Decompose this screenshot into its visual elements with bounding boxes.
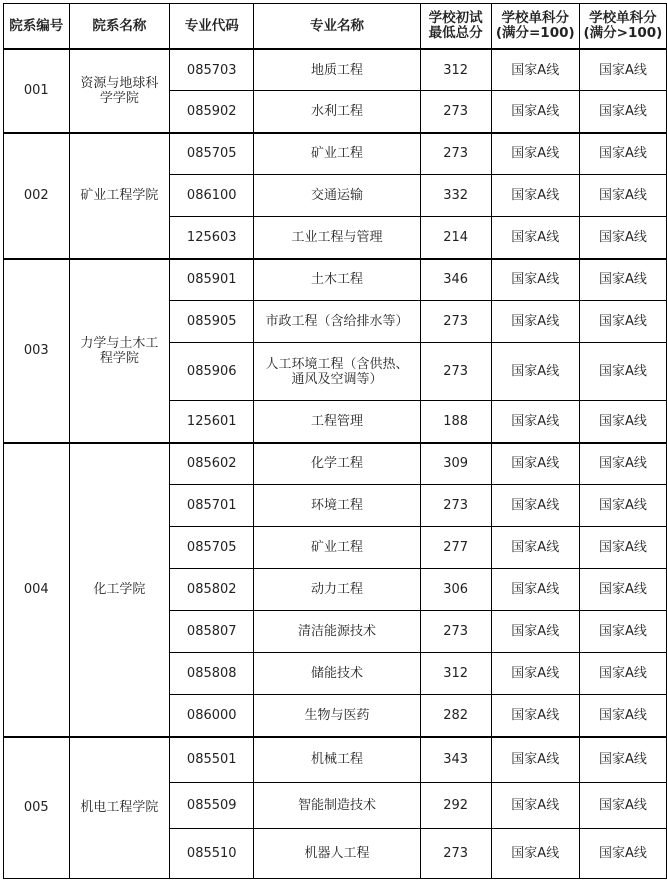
single-gt100-cell: 国家A线 — [579, 175, 666, 217]
min-total-cell: 273 — [420, 485, 491, 527]
single-100-cell: 国家A线 — [491, 133, 579, 175]
table-row — [4, 49, 667, 91]
min-total-cell: 277 — [420, 527, 491, 569]
header-major-name: 专业名称 — [254, 4, 420, 50]
single-gt100-cell: 国家A线 — [579, 401, 666, 443]
single-gt100-cell: 国家A线 — [579, 653, 666, 695]
single-100-cell: 国家A线 — [491, 737, 579, 783]
single-100-cell: 国家A线 — [491, 49, 579, 91]
single-gt100-cell: 国家A线 — [579, 443, 666, 485]
single-100-cell: 国家A线 — [491, 175, 579, 217]
dept-name-cell: 化工学院 — [69, 443, 170, 737]
major-code-cell: 085902 — [170, 91, 254, 133]
single-100-cell: 国家A线 — [491, 611, 579, 653]
major-code-cell: 085701 — [170, 485, 254, 527]
major-code-cell: 085509 — [170, 783, 254, 829]
single-gt100-cell: 国家A线 — [579, 783, 666, 829]
single-gt100-cell: 国家A线 — [579, 527, 666, 569]
single-gt100-cell: 国家A线 — [579, 737, 666, 783]
min-total-cell: 282 — [420, 695, 491, 737]
major-name-cell: 清洁能源技术 — [254, 611, 420, 653]
single-100-cell: 国家A线 — [491, 829, 579, 879]
dept-name-cell: 力学与土木工程学院 — [69, 259, 170, 443]
single-gt100-cell: 国家A线 — [579, 695, 666, 737]
header-dept-name: 院系名称 — [69, 4, 170, 50]
table-body — [4, 49, 667, 879]
major-name-cell: 土木工程 — [254, 259, 420, 301]
single-100-cell: 国家A线 — [491, 259, 579, 301]
table-row — [4, 443, 667, 485]
single-100-cell: 国家A线 — [491, 527, 579, 569]
min-total-cell: 273 — [420, 133, 491, 175]
header-single-100: 学校单科分 (满分=100) — [491, 4, 579, 50]
major-name-cell: 生物与医药 — [254, 695, 420, 737]
dept-name-cell: 机电工程学院 — [69, 737, 170, 879]
min-total-cell: 292 — [420, 783, 491, 829]
header-dept-id: 院系编号 — [4, 4, 70, 50]
single-gt100-cell: 国家A线 — [579, 611, 666, 653]
min-total-cell: 343 — [420, 737, 491, 783]
min-total-cell: 273 — [420, 343, 491, 401]
major-name-cell: 智能制造技术 — [254, 783, 420, 829]
major-code-cell: 085808 — [170, 653, 254, 695]
major-name-cell: 人工环境工程（含供热、通风及空调等） — [254, 343, 420, 401]
major-name-cell: 机器人工程 — [254, 829, 420, 879]
single-gt100-cell: 国家A线 — [579, 133, 666, 175]
header-single-gt100: 学校单科分 (满分>100) — [579, 4, 666, 50]
major-name-cell: 矿业工程 — [254, 527, 420, 569]
min-total-cell: 273 — [420, 91, 491, 133]
dept-name-cell: 矿业工程学院 — [69, 133, 170, 259]
major-name-cell: 工程管理 — [254, 401, 420, 443]
major-name-cell: 化学工程 — [254, 443, 420, 485]
major-name-cell: 矿业工程 — [254, 133, 420, 175]
single-100-cell: 国家A线 — [491, 695, 579, 737]
major-code-cell: 086100 — [170, 175, 254, 217]
major-name-cell: 储能技术 — [254, 653, 420, 695]
table-row — [4, 133, 667, 175]
min-total-cell: 332 — [420, 175, 491, 217]
single-gt100-cell: 国家A线 — [579, 343, 666, 401]
major-name-cell: 地质工程 — [254, 49, 420, 91]
min-total-cell: 214 — [420, 217, 491, 259]
single-gt100-cell: 国家A线 — [579, 91, 666, 133]
dept-id-cell: 005 — [4, 737, 70, 879]
major-code-cell: 086000 — [170, 695, 254, 737]
min-total-cell: 309 — [420, 443, 491, 485]
header-min-total: 学校初试 最低总分 — [420, 4, 491, 50]
table-row — [4, 259, 667, 301]
major-name-cell: 交通运输 — [254, 175, 420, 217]
major-name-cell: 市政工程（含给排水等） — [254, 301, 420, 343]
single-gt100-cell: 国家A线 — [579, 259, 666, 301]
single-100-cell: 国家A线 — [491, 569, 579, 611]
major-code-cell: 085703 — [170, 49, 254, 91]
single-gt100-cell: 国家A线 — [579, 485, 666, 527]
min-total-cell: 306 — [420, 569, 491, 611]
single-gt100-cell: 国家A线 — [579, 217, 666, 259]
single-100-cell: 国家A线 — [491, 443, 579, 485]
min-total-cell: 346 — [420, 259, 491, 301]
single-gt100-cell: 国家A线 — [579, 569, 666, 611]
dept-id-cell: 001 — [4, 49, 70, 133]
dept-id-cell: 003 — [4, 259, 70, 443]
major-code-cell: 085705 — [170, 527, 254, 569]
min-total-cell: 188 — [420, 401, 491, 443]
min-total-cell: 312 — [420, 49, 491, 91]
major-code-cell: 085905 — [170, 301, 254, 343]
single-100-cell: 国家A线 — [491, 401, 579, 443]
min-total-cell: 273 — [420, 611, 491, 653]
major-name-cell: 水利工程 — [254, 91, 420, 133]
header-major-code: 专业代码 — [170, 4, 254, 50]
single-gt100-cell: 国家A线 — [579, 49, 666, 91]
major-code-cell: 085602 — [170, 443, 254, 485]
score-table — [3, 3, 667, 879]
single-100-cell: 国家A线 — [491, 217, 579, 259]
major-code-cell: 085501 — [170, 737, 254, 783]
single-100-cell: 国家A线 — [491, 301, 579, 343]
table-row — [4, 737, 667, 783]
major-name-cell: 工业工程与管理 — [254, 217, 420, 259]
single-100-cell: 国家A线 — [491, 783, 579, 829]
single-100-cell: 国家A线 — [491, 343, 579, 401]
single-gt100-cell: 国家A线 — [579, 301, 666, 343]
major-name-cell: 动力工程 — [254, 569, 420, 611]
major-code-cell: 085906 — [170, 343, 254, 401]
major-name-cell: 环境工程 — [254, 485, 420, 527]
min-total-cell: 273 — [420, 829, 491, 879]
min-total-cell: 273 — [420, 301, 491, 343]
single-100-cell: 国家A线 — [491, 91, 579, 133]
dept-id-cell: 004 — [4, 443, 70, 737]
major-code-cell: 125603 — [170, 217, 254, 259]
major-code-cell: 125601 — [170, 401, 254, 443]
single-100-cell: 国家A线 — [491, 653, 579, 695]
major-code-cell: 085802 — [170, 569, 254, 611]
min-total-cell: 312 — [420, 653, 491, 695]
single-gt100-cell: 国家A线 — [579, 829, 666, 879]
major-code-cell: 085510 — [170, 829, 254, 879]
dept-name-cell: 资源与地球科学学院 — [69, 49, 170, 133]
major-code-cell: 085705 — [170, 133, 254, 175]
major-code-cell: 085901 — [170, 259, 254, 301]
header-row — [4, 4, 667, 50]
single-100-cell: 国家A线 — [491, 485, 579, 527]
major-name-cell: 机械工程 — [254, 737, 420, 783]
major-code-cell: 085807 — [170, 611, 254, 653]
dept-id-cell: 002 — [4, 133, 70, 259]
